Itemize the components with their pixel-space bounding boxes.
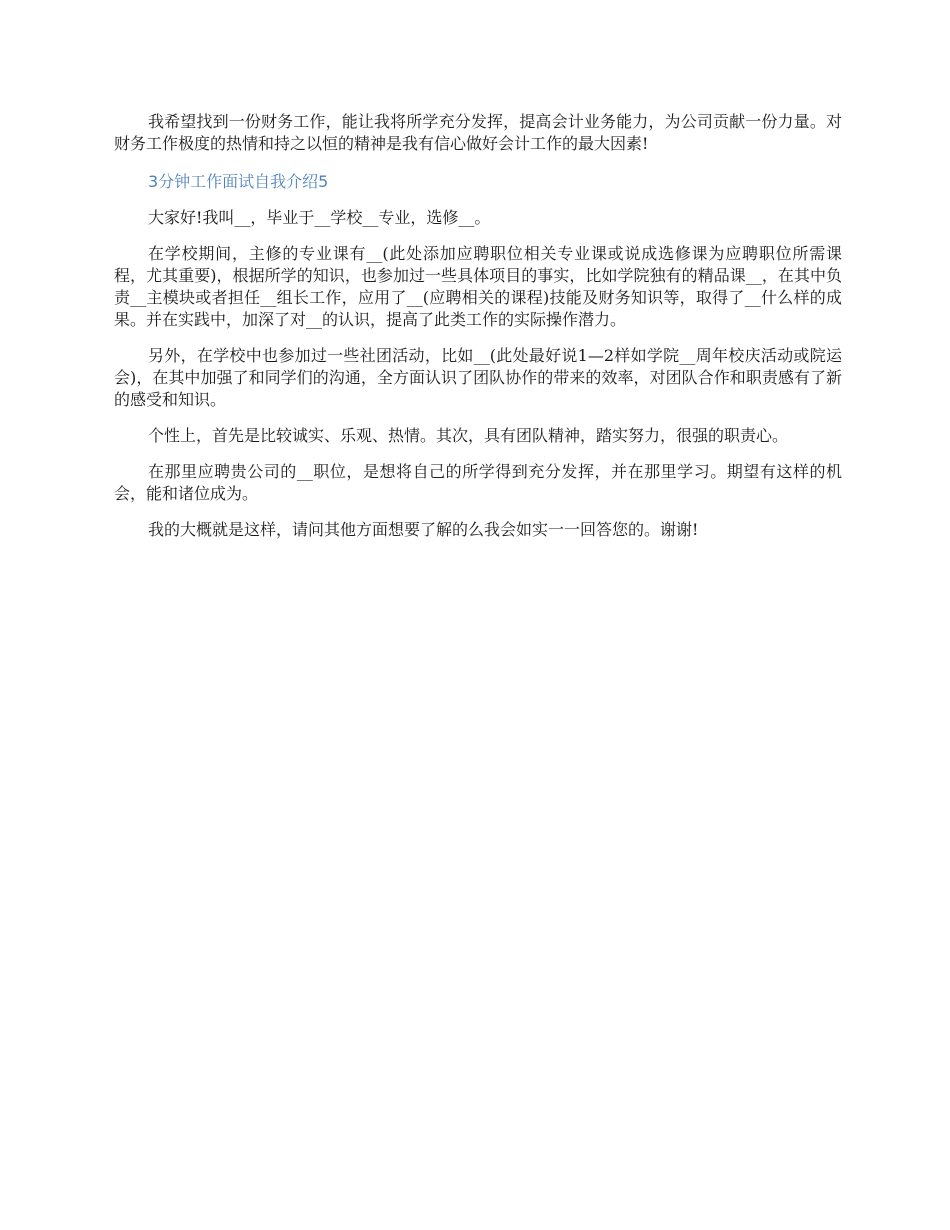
school-paragraph: 在学校期间，主修的专业课有__(此处添加应聘职位相关专业课或说成选修课为应聘职位所需课程，尤其重要)，根据所学的知识，也参加过一些具体项目的事实，比如学院独有的精品课__，在其中负责__主模块或者担任__组长工作，应用了__(应聘相关的课程)技能及财务知识等，取得了__什么样的成果。并在实践中，加深了对__的认识，提高了此类工作的实际操作潜力。 (114, 244, 842, 329)
intro-paragraph: 我希望找到一份财务工作，能让我将所学充分发挥，提高会计业务能力，为公司贡献一份力量。对财务工作极度的热情和持之以恒的精神是我有信心做好会计工作的最大因素! (114, 112, 842, 153)
greeting-paragraph: 大家好!我叫__，毕业于__学校__专业，选修__。 (148, 208, 491, 227)
position-paragraph: 在那里应聘贵公司的__职位，是想将自己的所学得到充分发挥，并在那里学习。期望有这样的机会，能和诸位成为。 (114, 462, 842, 503)
closing-paragraph: 我的大概就是这样，请问其他方面想要了解的么我会如实一一回答您的。谢谢! (148, 520, 699, 539)
document-page (114, 111, 842, 555)
activities-paragraph: 另外，在学校中也参加过一些社团活动，比如__(此处最好说1—2样如学院__周年校庆活动或院运会)，在其中加强了和同学们的沟通，全方面认识了团队协作的带来的效率，对团队合作和职责感有了新的感受和知识。 (114, 346, 842, 409)
personality-paragraph: 个性上，首先是比较诚实、乐观、热情。其次，具有团队精神，踏实努力，很强的职责心。 (148, 426, 789, 445)
section-heading: 3分钟工作面试自我介绍5 (148, 172, 329, 191)
